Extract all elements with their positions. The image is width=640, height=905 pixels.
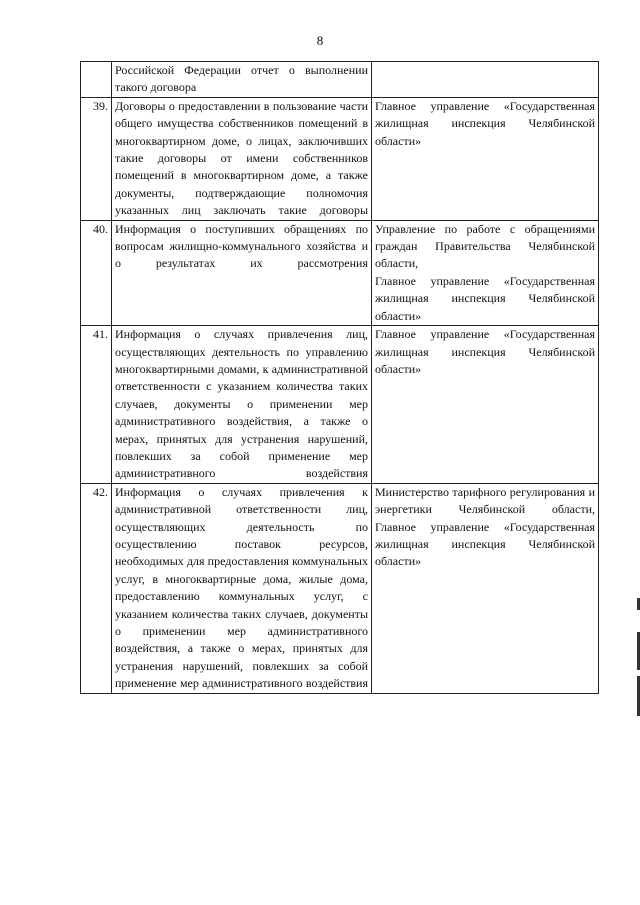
table-row xyxy=(81,220,599,325)
information-cell: Договоры о предоставлении в пользование части общего имущества собственников помещений в многоквартирном доме, о лицах, заключивших такие договоры от имени собственников помещений в многоквартирном доме, а также документы, подтверждающие полномочия указанных лиц заключать такие договоры xyxy=(112,97,372,220)
row-number: 41. xyxy=(81,326,112,484)
responsible-body-cell xyxy=(372,62,599,98)
information-cell: Информация о случаях привлечения к административной ответственности лиц, осуществляющих деятельность по осуществлению поставок ресурсов, необходимых для предоставления коммунальных услуг, в многоквартирные дома, жилые дома, предоставлению коммунальных услуг, с указанием количества таких случаев, документы о применении мер административного воздействия, а также о мерах, принятых для устранения нарушений, повлекших за собой применение мер административного воздействия xyxy=(112,483,372,693)
responsible-body-cell xyxy=(372,326,599,484)
table-row xyxy=(81,62,599,98)
table-row xyxy=(81,326,599,484)
responsible-body-entry: Главное управление «Государственная жилищная инспекция Челябинской области» xyxy=(375,273,595,323)
page-number: 8 xyxy=(316,33,324,48)
responsible-body-entry: Министерство тарифного регулирования и энергетики Челябинской области, xyxy=(375,484,595,517)
information-cell: Информация о случаях привлечения лиц, осуществляющих деятельность по управлению многоквартирными домами, к административной ответственности с указанием количества таких случаев, документы о применении мер административного воздействия, а также о мерах, принятых для устранения нарушений, повлекших за собой применение мер административного воздействия xyxy=(112,326,372,484)
disclosure-table xyxy=(80,61,599,694)
responsible-body-cell xyxy=(372,483,599,693)
responsible-body-cell xyxy=(372,97,599,220)
table-row xyxy=(81,97,599,220)
responsible-body-entry: Главное управление «Государственная жилищная инспекция Челябинской области» xyxy=(375,98,595,148)
table-row xyxy=(81,483,599,693)
row-number: 40. xyxy=(81,220,112,325)
responsible-body-entry: Главное управление «Государственная жилищная инспекция Челябинской области» xyxy=(375,519,595,569)
information-cell: Российской Федерации отчет о выполнении такого договора xyxy=(112,62,372,98)
row-number xyxy=(81,62,112,98)
row-number: 42. xyxy=(81,483,112,693)
information-cell: Информация о поступивших обращениях по вопросам жилищно-коммунального хозяйства и о результатах их рассмотрения xyxy=(112,220,372,325)
responsible-body-cell xyxy=(372,220,599,325)
row-number: 39. xyxy=(81,97,112,220)
responsible-body-entry: Управление по работе с обращениями граждан Правительства Челябинской области, xyxy=(375,221,595,271)
responsible-body-entry: Главное управление «Государственная жилищная инспекция Челябинской области» xyxy=(375,327,595,376)
